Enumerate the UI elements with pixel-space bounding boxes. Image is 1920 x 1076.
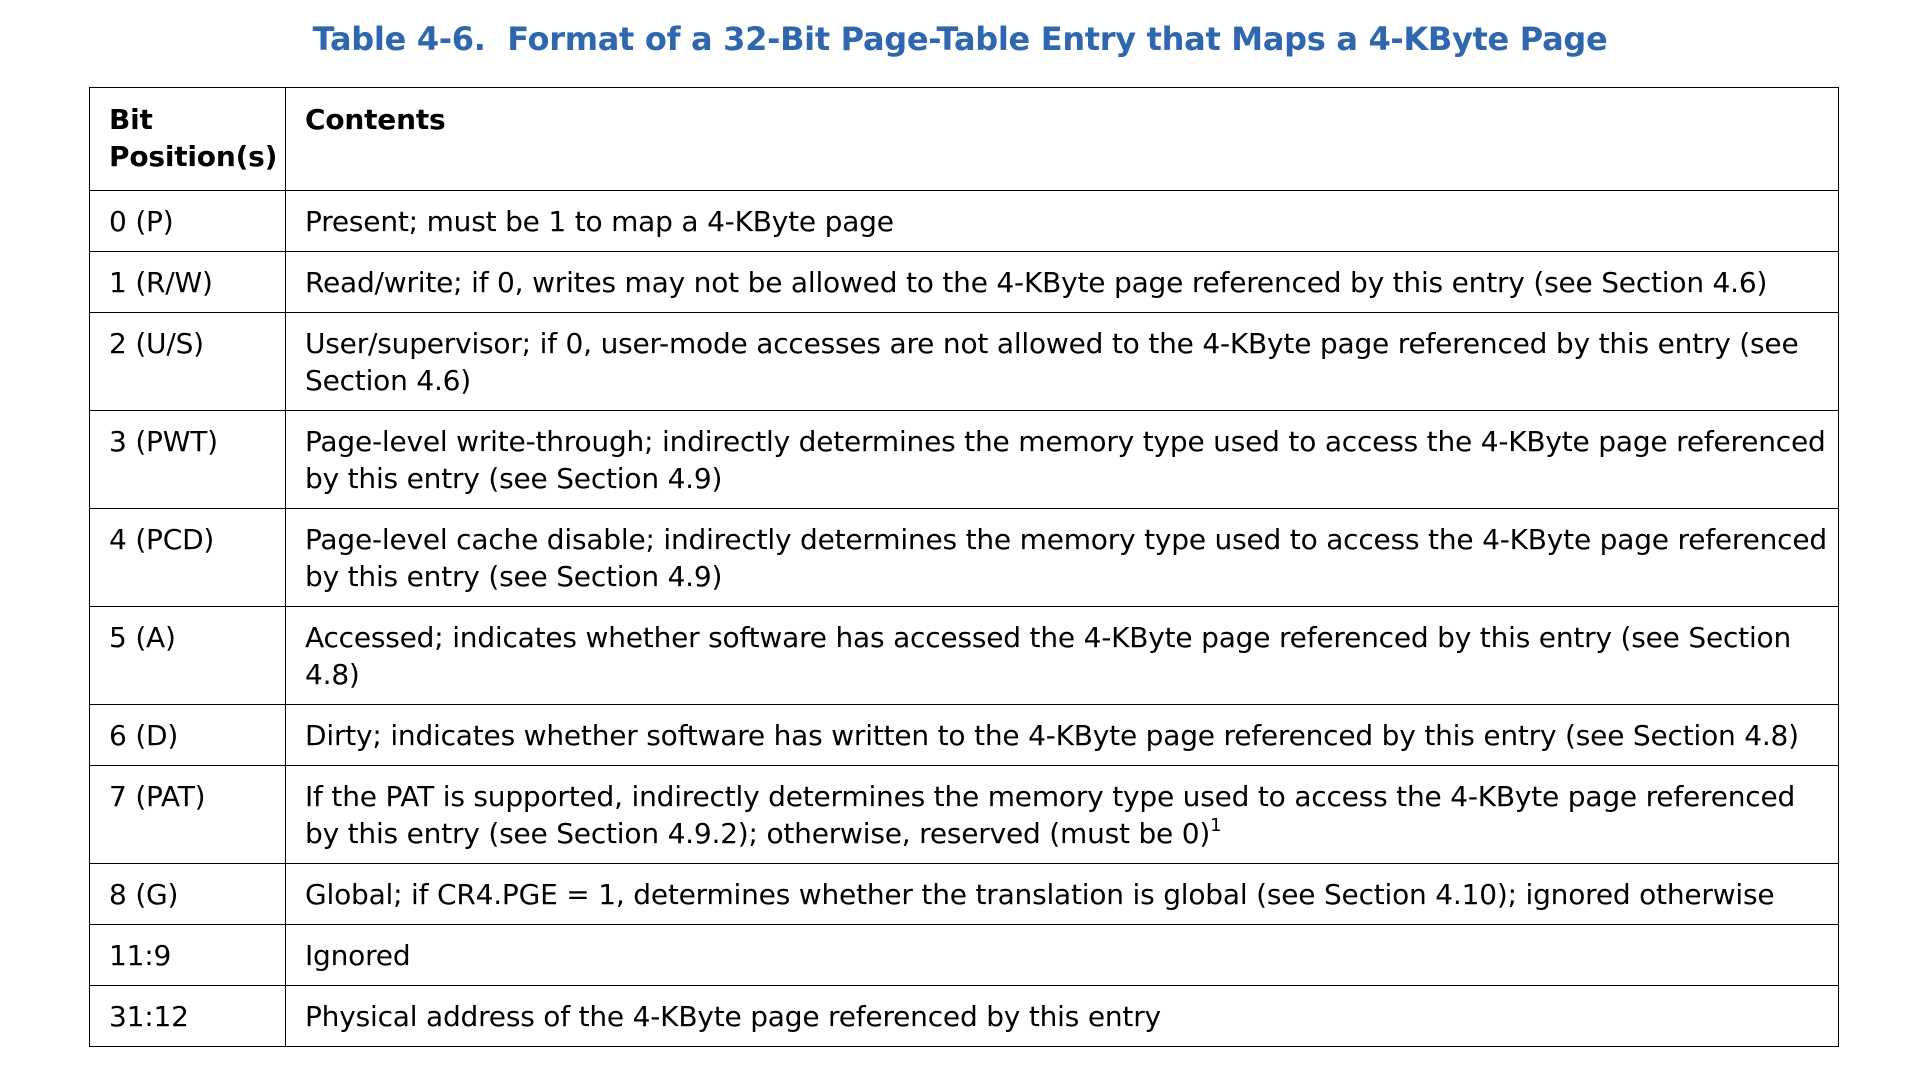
bit-position-cell: 7 (PAT) xyxy=(90,766,286,864)
bit-position-cell: 3 (PWT) xyxy=(90,411,286,509)
table-row xyxy=(90,252,1839,313)
contents-text: If the PAT is supported, indirectly determines the memory type used to access the 4-KByte page referenced by this entry (see Section 4.9.2); otherwise, reserved (must be 0) xyxy=(305,780,1796,850)
bit-position-cell: 8 (G) xyxy=(90,864,286,925)
table-row xyxy=(90,864,1839,925)
contents-cell: Page-level write-through; indirectly determines the memory type used to access the 4-KByte page referenced by this entry (see Section 4.9) xyxy=(286,411,1839,509)
contents-cell xyxy=(286,766,1839,864)
contents-cell: Dirty; indicates whether software has written to the 4-KByte page referenced by this entry (see Section 4.8) xyxy=(286,705,1839,766)
table-row xyxy=(90,925,1839,986)
contents-cell: Physical address of the 4-KByte page referenced by this entry xyxy=(286,986,1839,1047)
bit-position-cell: 4 (PCD) xyxy=(90,509,286,607)
bit-position-cell: 0 (P) xyxy=(90,191,286,252)
column-header-bit-line2: Position(s) xyxy=(109,140,278,173)
footnote-marker: 1 xyxy=(1210,814,1222,836)
contents-cell: User/supervisor; if 0, user-mode accesses are not allowed to the 4-KByte page referenced by this entry (see Section 4.6) xyxy=(286,313,1839,411)
contents-cell: Present; must be 1 to map a 4-KByte page xyxy=(286,191,1839,252)
bit-position-cell: 31:12 xyxy=(90,986,286,1047)
table-row xyxy=(90,986,1839,1047)
column-header-contents: Contents xyxy=(286,88,1839,191)
bit-position-cell: 11:9 xyxy=(90,925,286,986)
bit-position-cell: 1 (R/W) xyxy=(90,252,286,313)
table-caption: Table 4-6. Format of a 32-Bit Page-Table Entry that Maps a 4-KByte Page xyxy=(312,20,1608,58)
contents-cell: Accessed; indicates whether software has accessed the 4-KByte page referenced by this entry (see Section 4.8) xyxy=(286,607,1839,705)
contents-cell: Ignored xyxy=(286,925,1839,986)
table-header-row xyxy=(90,88,1839,191)
table-row xyxy=(90,313,1839,411)
contents-cell: Global; if CR4.PGE = 1, determines whether the translation is global (see Section 4.10); ignored otherwise xyxy=(286,864,1839,925)
column-header-bit-positions xyxy=(90,88,286,191)
table-row xyxy=(90,509,1839,607)
table-row xyxy=(90,191,1839,252)
contents-cell: Read/write; if 0, writes may not be allowed to the 4-KByte page referenced by this entry (see Section 4.6) xyxy=(286,252,1839,313)
table-row xyxy=(90,411,1839,509)
bit-position-cell: 6 (D) xyxy=(90,705,286,766)
bit-position-cell: 5 (A) xyxy=(90,607,286,705)
table-row xyxy=(90,607,1839,705)
bit-position-cell: 2 (U/S) xyxy=(90,313,286,411)
table-row xyxy=(90,766,1839,864)
table-row xyxy=(90,705,1839,766)
column-header-bit-line1: Bit xyxy=(109,103,153,136)
contents-cell: Page-level cache disable; indirectly determines the memory type used to access the 4-KByte page referenced by this entry (see Section 4.9) xyxy=(286,509,1839,607)
page-table-entry-format-table xyxy=(89,87,1839,1047)
